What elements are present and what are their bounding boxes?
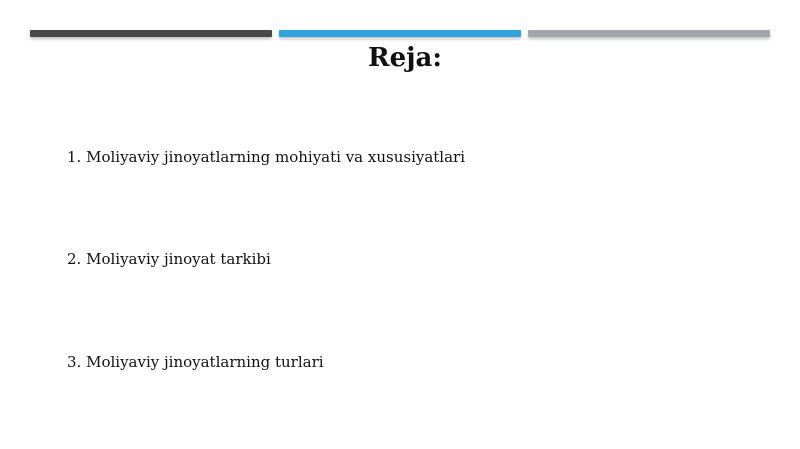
decorative-bar-dark: [30, 30, 272, 37]
plan-item-3: 3. Moliyaviy jinoyatlarning turlari: [67, 353, 324, 371]
plan-item-2: 2. Moliyaviy jinoyat tarkibi: [67, 250, 271, 268]
plan-item-1: 1. Moliyaviy jinoyatlarning mohiyati va xususiyatlari: [67, 148, 466, 166]
decorative-bar-light: [528, 30, 770, 37]
decorative-bar-accent: [279, 30, 521, 37]
slide-title: Reja:: [367, 43, 442, 73]
